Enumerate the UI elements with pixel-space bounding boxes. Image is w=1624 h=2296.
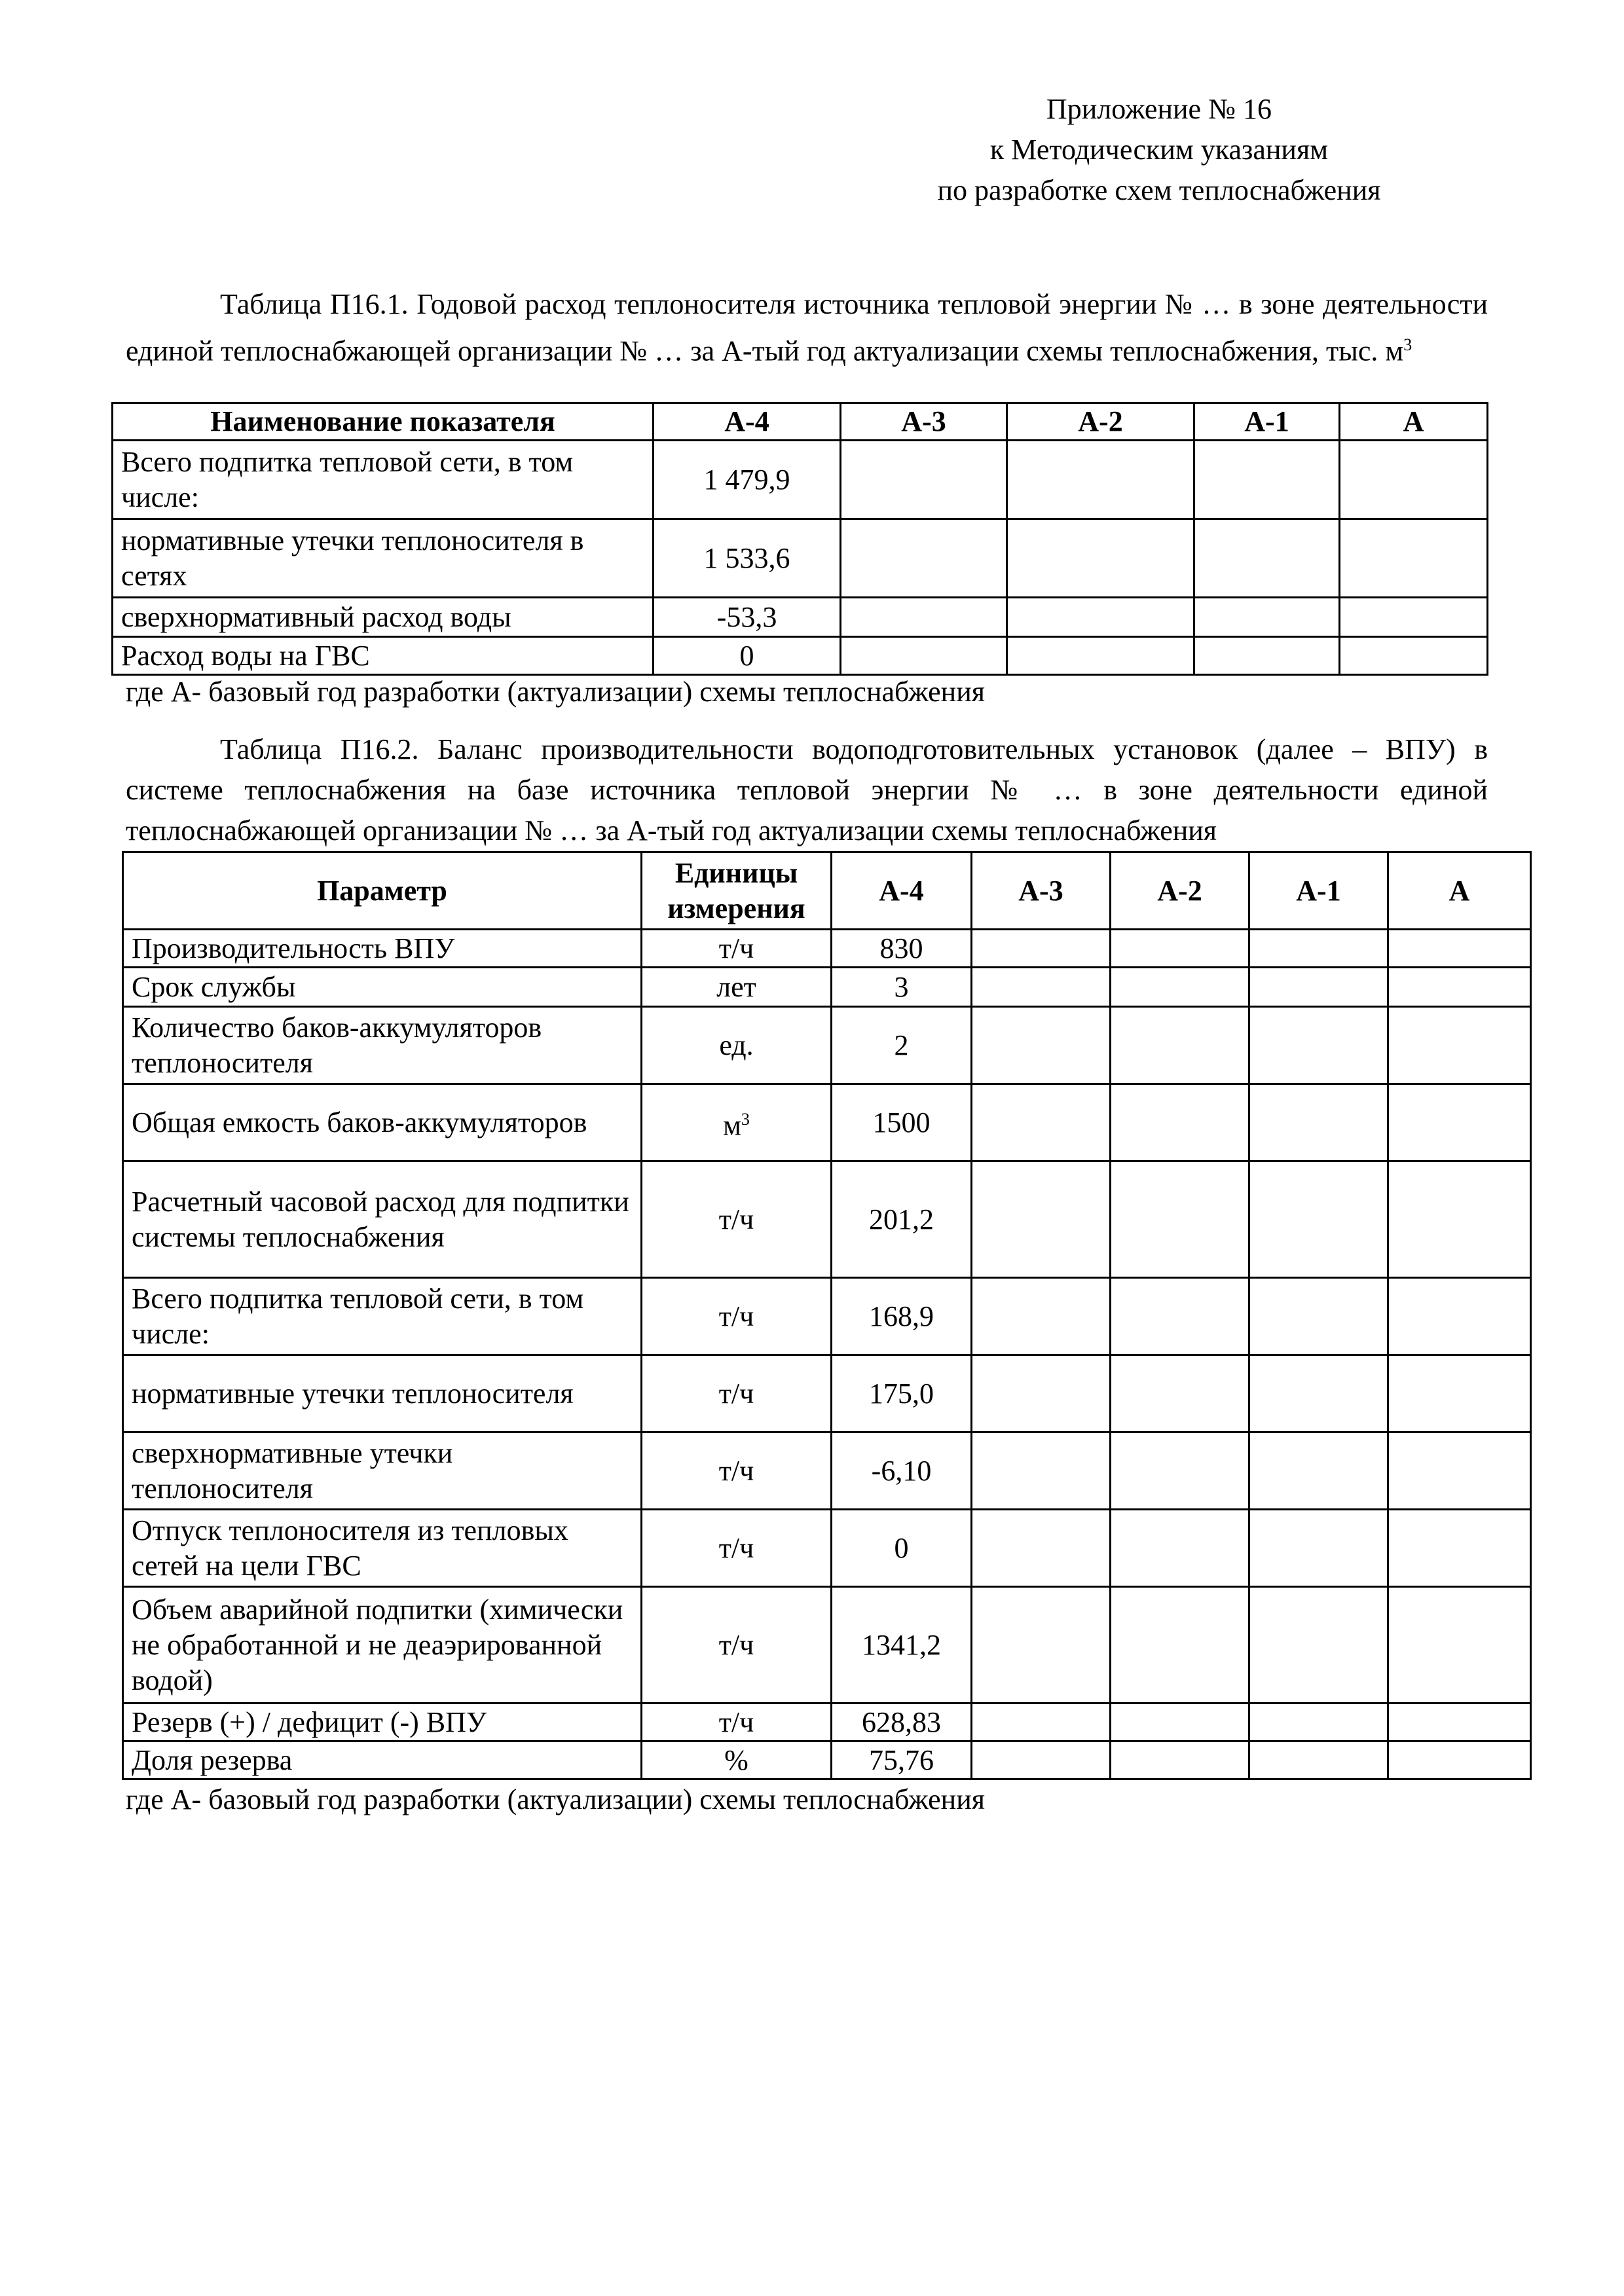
cell-a2 bbox=[1007, 598, 1194, 637]
table-row bbox=[113, 637, 1488, 675]
cell-a3 bbox=[841, 441, 1007, 519]
cell-a3 bbox=[972, 1704, 1111, 1741]
table1-header-row bbox=[113, 403, 1488, 441]
row-label: Всего подпитка тепловой сети, в том числе: bbox=[123, 1278, 642, 1355]
row-label: Резерв (+) / дефицит (-) ВПУ bbox=[123, 1704, 642, 1741]
cell-a3 bbox=[972, 1510, 1111, 1587]
table-row bbox=[123, 968, 1531, 1007]
cell-a bbox=[1388, 1704, 1531, 1741]
cell-a2 bbox=[1007, 637, 1194, 675]
row-unit: т/ч bbox=[642, 1355, 832, 1432]
cell-a4: 201,2 bbox=[832, 1161, 972, 1278]
cell-a bbox=[1388, 1161, 1531, 1278]
cell-a3 bbox=[972, 1355, 1111, 1432]
row-label: Количество баков-аккумуляторов теплоносителя bbox=[123, 1007, 642, 1084]
row-unit: т/ч bbox=[642, 1704, 832, 1741]
cell-a bbox=[1388, 968, 1531, 1007]
table1-header-a: А bbox=[1340, 403, 1488, 441]
cell-a4: 168,9 bbox=[832, 1278, 972, 1355]
row-label: Объем аварийной подпитки (химически не обработанной и не деаэрированной водой) bbox=[123, 1587, 642, 1704]
row-unit: ед. bbox=[642, 1007, 832, 1084]
cell-a4: 830 bbox=[832, 930, 972, 968]
cell-a bbox=[1388, 1510, 1531, 1587]
cell-a1 bbox=[1194, 598, 1340, 637]
cell-a2 bbox=[1111, 1741, 1249, 1779]
cell-a2 bbox=[1111, 1704, 1249, 1741]
cell-a4: 1500 bbox=[832, 1084, 972, 1161]
table1-header-a4: А-4 bbox=[654, 403, 841, 441]
row-unit-text: м bbox=[723, 1109, 741, 1142]
cell-a bbox=[1340, 441, 1488, 519]
table-row bbox=[113, 441, 1488, 519]
table2-header-units: Единицы измерения bbox=[642, 852, 832, 930]
row-label: Доля резерва bbox=[123, 1741, 642, 1779]
table-row bbox=[123, 1432, 1531, 1510]
cell-a4: -53,3 bbox=[654, 598, 841, 637]
table-row bbox=[123, 1587, 1531, 1704]
row-unit: т/ч bbox=[642, 1510, 832, 1587]
cell-a bbox=[1388, 930, 1531, 968]
table-row bbox=[123, 1704, 1531, 1741]
cell-a3 bbox=[972, 930, 1111, 968]
table1-caption-superscript: 3 bbox=[1403, 335, 1412, 354]
table1-caption-text: Таблица П16.1. Годовой расход теплоносителя источника тепловой энергии № … в зоне деятельности единой теплоснабжающей организации № … за А-тый год актуализации схемы теплоснабжения, тыс. м bbox=[126, 288, 1488, 367]
table2-header-row bbox=[123, 852, 1531, 930]
cell-a2 bbox=[1111, 930, 1249, 968]
table-row bbox=[123, 1007, 1531, 1084]
row-unit-superscript: 3 bbox=[741, 1109, 750, 1129]
cell-a3 bbox=[972, 968, 1111, 1007]
cell-a3 bbox=[972, 1587, 1111, 1704]
row-label: Всего подпитка тепловой сети, в том числе: bbox=[113, 441, 654, 519]
table2-footnote: где А- базовый год разработки (актуализации) схемы теплоснабжения bbox=[126, 1783, 985, 1815]
table-row bbox=[113, 519, 1488, 598]
cell-a2 bbox=[1111, 1084, 1249, 1161]
table2-caption-text: Таблица П16.2. Баланс производительности водоподготовительных установок (далее – ВПУ) в системе теплоснабжения на базе источника тепловой энергии № … в зоне деятельности единой теплоснабжающей организации № … за А-тый год актуализации схемы теплоснабжения bbox=[126, 733, 1488, 847]
table2 bbox=[122, 851, 1532, 1780]
cell-a4: 0 bbox=[832, 1510, 972, 1587]
cell-a bbox=[1388, 1741, 1531, 1779]
table-row bbox=[123, 1355, 1531, 1432]
cell-a3 bbox=[841, 598, 1007, 637]
cell-a3 bbox=[841, 519, 1007, 598]
row-label: Срок службы bbox=[123, 968, 642, 1007]
table2-header-a: А bbox=[1388, 852, 1531, 930]
cell-a3 bbox=[972, 1007, 1111, 1084]
cell-a3 bbox=[972, 1084, 1111, 1161]
row-unit bbox=[642, 1084, 832, 1161]
cell-a3 bbox=[972, 1278, 1111, 1355]
row-unit: т/ч bbox=[642, 1161, 832, 1278]
cell-a bbox=[1340, 519, 1488, 598]
table1-header-a3: А-3 bbox=[841, 403, 1007, 441]
row-label: Отпуск теплоносителя из тепловых сетей на цели ГВС bbox=[123, 1510, 642, 1587]
row-label: Производительность ВПУ bbox=[123, 930, 642, 968]
cell-a2 bbox=[1111, 1007, 1249, 1084]
cell-a1 bbox=[1194, 441, 1340, 519]
table-row bbox=[123, 1278, 1531, 1355]
row-unit: т/ч bbox=[642, 1587, 832, 1704]
row-label: сверхнормативные утечки теплоносителя bbox=[123, 1432, 642, 1510]
table1-header-a2: А-2 bbox=[1007, 403, 1194, 441]
cell-a2 bbox=[1007, 519, 1194, 598]
table-row bbox=[123, 1084, 1531, 1161]
appendix-number: Приложение № 16 bbox=[1046, 93, 1272, 125]
cell-a4: 2 bbox=[832, 1007, 972, 1084]
cell-a bbox=[1388, 1084, 1531, 1161]
row-unit: т/ч bbox=[642, 1432, 832, 1510]
cell-a4: 3 bbox=[832, 968, 972, 1007]
cell-a bbox=[1388, 1007, 1531, 1084]
table2-caption bbox=[126, 729, 1488, 851]
cell-a2 bbox=[1007, 441, 1194, 519]
table-row bbox=[113, 598, 1488, 637]
cell-a3 bbox=[841, 637, 1007, 675]
cell-a bbox=[1388, 1355, 1531, 1432]
row-label: Расход воды на ГВС bbox=[113, 637, 654, 675]
cell-a1 bbox=[1249, 1161, 1388, 1278]
row-unit: лет bbox=[642, 968, 832, 1007]
cell-a2 bbox=[1111, 1510, 1249, 1587]
table-row bbox=[123, 1510, 1531, 1587]
cell-a1 bbox=[1249, 1084, 1388, 1161]
cell-a1 bbox=[1194, 519, 1340, 598]
cell-a2 bbox=[1111, 1355, 1249, 1432]
table2-header-parameter: Параметр bbox=[123, 852, 642, 930]
appendix-heading bbox=[904, 89, 1414, 211]
cell-a bbox=[1340, 637, 1488, 675]
cell-a4: 1341,2 bbox=[832, 1587, 972, 1704]
cell-a4: 1 479,9 bbox=[654, 441, 841, 519]
appendix-subject: по разработке схем теплоснабжения bbox=[937, 174, 1381, 206]
table-row bbox=[123, 930, 1531, 968]
cell-a3 bbox=[972, 1161, 1111, 1278]
cell-a4: -6,10 bbox=[832, 1432, 972, 1510]
cell-a4: 1 533,6 bbox=[654, 519, 841, 598]
row-unit: т/ч bbox=[642, 930, 832, 968]
row-unit: т/ч bbox=[642, 1278, 832, 1355]
cell-a4: 0 bbox=[654, 637, 841, 675]
cell-a bbox=[1388, 1278, 1531, 1355]
cell-a1 bbox=[1249, 1278, 1388, 1355]
table1 bbox=[111, 402, 1488, 676]
cell-a1 bbox=[1249, 1007, 1388, 1084]
table2-header-a2: А-2 bbox=[1111, 852, 1249, 930]
row-label: нормативные утечки теплоносителя в сетях bbox=[113, 519, 654, 598]
cell-a3 bbox=[972, 1741, 1111, 1779]
cell-a2 bbox=[1111, 968, 1249, 1007]
cell-a1 bbox=[1249, 1510, 1388, 1587]
cell-a2 bbox=[1111, 1432, 1249, 1510]
row-label: Расчетный часовой расход для подпитки системы теплоснабжения bbox=[123, 1161, 642, 1278]
cell-a4: 175,0 bbox=[832, 1355, 972, 1432]
row-unit: % bbox=[642, 1741, 832, 1779]
cell-a3 bbox=[972, 1432, 1111, 1510]
cell-a2 bbox=[1111, 1161, 1249, 1278]
cell-a4: 628,83 bbox=[832, 1704, 972, 1741]
cell-a2 bbox=[1111, 1587, 1249, 1704]
cell-a bbox=[1340, 598, 1488, 637]
cell-a bbox=[1388, 1432, 1531, 1510]
table1-caption bbox=[126, 284, 1488, 372]
row-label: нормативные утечки теплоносителя bbox=[123, 1355, 642, 1432]
table2-header-a4: А-4 bbox=[832, 852, 972, 930]
table1-header-name: Наименование показателя bbox=[113, 403, 654, 441]
row-label: сверхнормативный расход воды bbox=[113, 598, 654, 637]
appendix-reference: к Методическим указаниям bbox=[989, 134, 1329, 166]
cell-a1 bbox=[1249, 1741, 1388, 1779]
cell-a2 bbox=[1111, 1278, 1249, 1355]
row-label: Общая емкость баков-аккумуляторов bbox=[123, 1084, 642, 1161]
table1-footnote: где А- базовый год разработки (актуализации) схемы теплоснабжения bbox=[126, 676, 985, 708]
cell-a1 bbox=[1249, 1355, 1388, 1432]
table-row bbox=[123, 1741, 1531, 1779]
cell-a1 bbox=[1249, 1587, 1388, 1704]
cell-a1 bbox=[1249, 1704, 1388, 1741]
cell-a4: 75,76 bbox=[832, 1741, 972, 1779]
cell-a1 bbox=[1249, 1432, 1388, 1510]
table2-header-a1: А-1 bbox=[1249, 852, 1388, 930]
cell-a1 bbox=[1194, 637, 1340, 675]
cell-a1 bbox=[1249, 930, 1388, 968]
table2-header-a3: А-3 bbox=[972, 852, 1111, 930]
table1-header-a1: А-1 bbox=[1194, 403, 1340, 441]
table-row bbox=[123, 1161, 1531, 1278]
cell-a1 bbox=[1249, 968, 1388, 1007]
cell-a bbox=[1388, 1587, 1531, 1704]
